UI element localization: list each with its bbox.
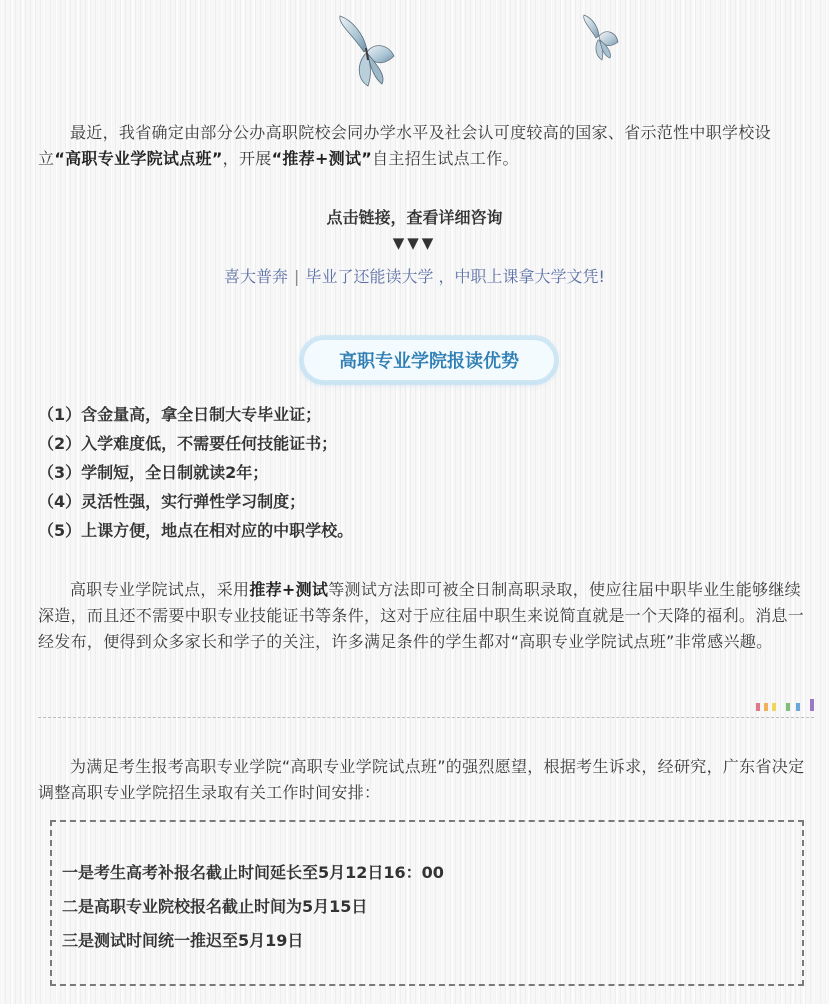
advantage-item: （3）学制短，全日制就读2年； <box>38 463 269 482</box>
color-bar <box>786 703 790 711</box>
cta-arrows: ▼▼▼ <box>392 234 437 252</box>
advantage-item: （2）入学难度低，不需要任何技能证书； <box>38 434 338 453</box>
intro-text-a: 最近，我省确定由部分公办高职院校会同办学水平及社会认可度较高的国家、省示范性中职学校设立 <box>38 123 771 168</box>
article-link-separator: | <box>294 267 300 286</box>
article-link-part-a[interactable]: 喜大普奔 <box>224 267 289 286</box>
intro-bold-recommend-test: “推荐+测试” <box>271 149 373 168</box>
color-bar <box>810 699 814 711</box>
para2-bold-recommend-test: 推荐+测试 <box>249 580 329 599</box>
schedule-intro-paragraph: 为满足考生报考高职专业学院“高职专业学院试点班”的强烈愿望，根据考生诉求，经研究，广东省决定调整高职专业学院招生录取有关工作时间安排： <box>38 757 805 802</box>
color-bar <box>756 703 760 711</box>
para2-text-a: 高职专业学院试点，采用 <box>70 580 250 599</box>
article-link-part-b[interactable]: 毕业了还能读大学 ，中职上课拿大学文凭! <box>305 267 605 286</box>
schedule-item: 三是测试时间统一推迟至5月19日 <box>62 931 304 950</box>
advantage-item: （4）灵活性强，实行弹性学习制度； <box>38 492 306 511</box>
advantage-item: （1）含金量高，拿全日制大专毕业证； <box>38 405 322 424</box>
advantages-list <box>38 400 353 545</box>
schedule-list <box>62 856 444 958</box>
para2-text-c: 等测试方法即可被全日制高职录取，使应往届中职毕业生能够继续深造，而且还不需要中职专业技能证书等条件，这对于应往届中职生来说简直就是一个天降的福利。消息一经发布，便得到众多家长和学子的关注，许多满足条件的学生都对“高职专业学院试点班”非常感兴趣。 <box>38 580 805 651</box>
pilot-description-paragraph <box>38 577 814 655</box>
schedule-item: 二是高职专业院校报名截止时间为5月15日 <box>62 897 368 916</box>
intro-bold-pilot-class: “高职专业学院试点班” <box>54 149 223 168</box>
intro-paragraph <box>38 120 814 172</box>
intro-text-c: ，开展 <box>222 149 272 168</box>
color-bar <box>796 703 800 711</box>
cta-heading: 点击链接，查看详细咨询 <box>326 208 503 227</box>
article-link[interactable] <box>0 264 829 287</box>
advantage-item: （5）上课方便，地点在相对应的中职学校。 <box>38 521 354 540</box>
color-bars-decoration <box>756 697 816 713</box>
section-divider <box>38 717 814 718</box>
schedule-item: 一是考生高考补报名截止时间延长至5月12日16：00 <box>62 863 444 882</box>
color-bar <box>772 703 776 711</box>
intro-text-d: 自主招生试点工作。 <box>372 149 519 168</box>
section-title-badge: 高职专业学院报读优势 <box>302 338 556 382</box>
color-bar <box>764 703 768 711</box>
butterfly-right-icon <box>578 14 622 62</box>
butterfly-left-icon <box>334 14 400 88</box>
